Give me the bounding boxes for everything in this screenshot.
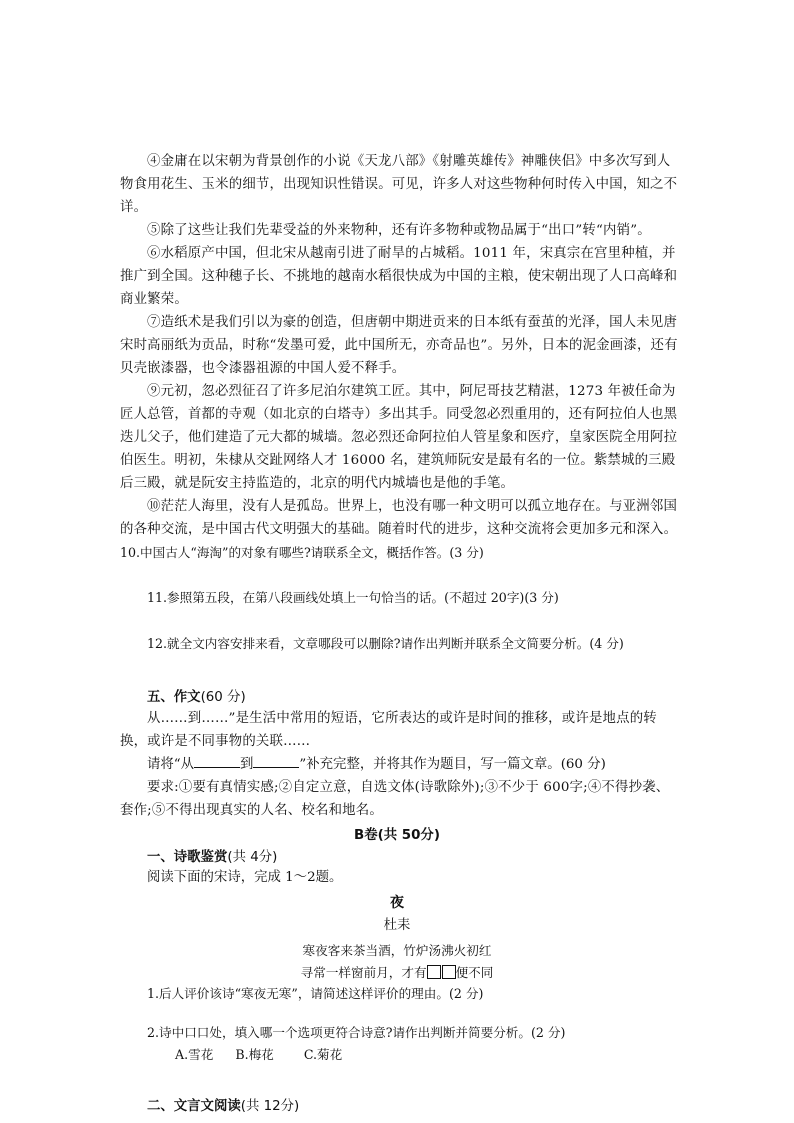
poem-author: 杜耒 — [383, 918, 411, 933]
poetry-question-1: 1.后人评价该诗“寒夜无寒”，请简述这样评价的理由。(2 分) — [147, 986, 484, 1001]
poetry-question-2: 2.诗中口口处，填入哪一个选项更符合诗意?请作出判断并简要分析。(2 分) — [147, 1025, 566, 1040]
poem-line-1: 寒夜客来茶当酒，竹炉汤沸火初红 — [302, 943, 492, 958]
poem-line-2-after: 便不同 — [455, 965, 494, 980]
essay-blank-2 — [253, 753, 299, 768]
essay-prompt — [147, 753, 606, 776]
option-a: A.雪花 — [175, 1047, 214, 1062]
poetry-heading-title: 一、诗歌鉴赏 — [147, 850, 228, 865]
essay-intro-body: 从……到……”是生活中常用的短语，它所表达的或许是时间的推移，或许是地点的转换，或许是不同事物的关联…… — [120, 711, 657, 749]
essay-prompt-after: ”补充完整，并将其作为题目，写一篇文章。(60 分) — [299, 757, 606, 772]
poem-title: 夜 — [390, 895, 404, 911]
question-11: 11.参照第五段，在第八段画线处填上一句恰当的话。(不超过 20字)(3 分) — [147, 590, 559, 605]
paragraph-9: ⑨元初，忽必烈征召了许多尼泊尔建筑工匠。其中，阿尼哥技艺精湛，1273 年被任命为匠人总管，首都的寺观（如北京的白塔寺）多出其手。同受忽必烈重用的，还有阿拉伯人也黑迭儿父子，他们建造了元大都的城墙。忽必烈还命阿拉伯人管星象和医疗，皇家医院全用阿拉伯医生。明初，朱棣从交趾网络人才 16000 名，建筑师阮安是最有名的一位。紫禁城的三殿后三殿，就是阮安主持监造的，北京的明代内城墙也是他的手笔。 — [120, 384, 678, 491]
poetry-intro: 阅读下面的宋诗，完成 1～2题。 — [147, 870, 343, 885]
essay-prompt-before: 请将“从 — [147, 757, 195, 772]
poem-blank-boxes — [427, 965, 456, 979]
option-b: B.梅花 — [235, 1047, 274, 1062]
blank-box — [427, 965, 441, 979]
question-12: 12.就全文内容安排来看，文章哪段可以删除?请作出判断并联系全文简要分析。(4 分) — [147, 636, 624, 651]
paragraph-7: ⑦造纸术是我们引以为豪的创造，但唐朝中期进贡来的日本纸有蚕茧的光泽，国人未见唐宋时高丽纸为贡品，时称“发墨可爱，此中国所无，亦奇品也”。另外，日本的泥金画漆，还有贝壳嵌漆器，也令漆器祖源的中国人爱不释手。 — [120, 315, 678, 376]
classical-heading-score: (共 12分) — [240, 1099, 300, 1114]
essay-heading — [147, 686, 246, 705]
poem-line-2 — [0, 962, 794, 984]
classical-heading-title: 二、文言文阅读 — [147, 1099, 241, 1114]
essay-requirements: 要求:①要有真情实感;②自定立意，自选文体(诗歌除外);③不少于 600字;④不得抄袭、套作;⑤不得出现真实的人名、校名和地名。 — [120, 780, 670, 818]
essay-blank-1 — [194, 753, 240, 768]
poem-line-2-before: 寻常一样窗前月，才有 — [300, 965, 427, 980]
poetry-heading — [147, 846, 277, 865]
answer-options — [175, 1044, 342, 1066]
essay-prompt-mid: 到 — [240, 757, 254, 772]
essay-heading-score: (60 分) — [200, 690, 246, 705]
section-b-title: B卷(共 50分) — [354, 828, 440, 843]
blank-box — [442, 965, 456, 979]
question-10: 10.中国古人“海淘”的对象有哪些?请联系全文，概括作答。(3 分) — [120, 545, 484, 560]
essay-heading-title: 五、作文 — [147, 690, 201, 705]
paragraph-10: ⑩茫茫人海里，没有人是孤岛。世界上，也没有哪一种文明可以孤立地存在。与亚洲邻国的各种交流，是中国古代文明强大的基础。随着时代的进步，这种交流将会更加多元和深入。 — [120, 499, 678, 537]
option-c: C.菊花 — [303, 1047, 343, 1062]
paragraph-4-body: ④金庸在以宋朝为背景创作的小说《天龙八部》《射雕英雄传》神雕侠侣》中多次写到人物食用花生、玉米的细节，出现知识性错误。可见，许多人对这些物种何时传入中国，知之不详。 — [120, 154, 678, 215]
paragraph-5: ⑤除了这些让我们先辈受益的外来物种，还有许多物种或物品属于“出口”转“内销”。 — [147, 223, 651, 238]
poetry-heading-score: (共 4分) — [227, 850, 278, 865]
classical-heading — [147, 1095, 299, 1114]
paragraph-6: ⑥水稻原产中国，但北宋从越南引进了耐旱的占城稻。1011 年，宋真宗在宫里种植，并推广到全国。这种穗子长、不挑地的越南水稻很快成为中国的主粮，使宋朝出现了人口高峰和商业繁荣。 — [120, 246, 678, 307]
